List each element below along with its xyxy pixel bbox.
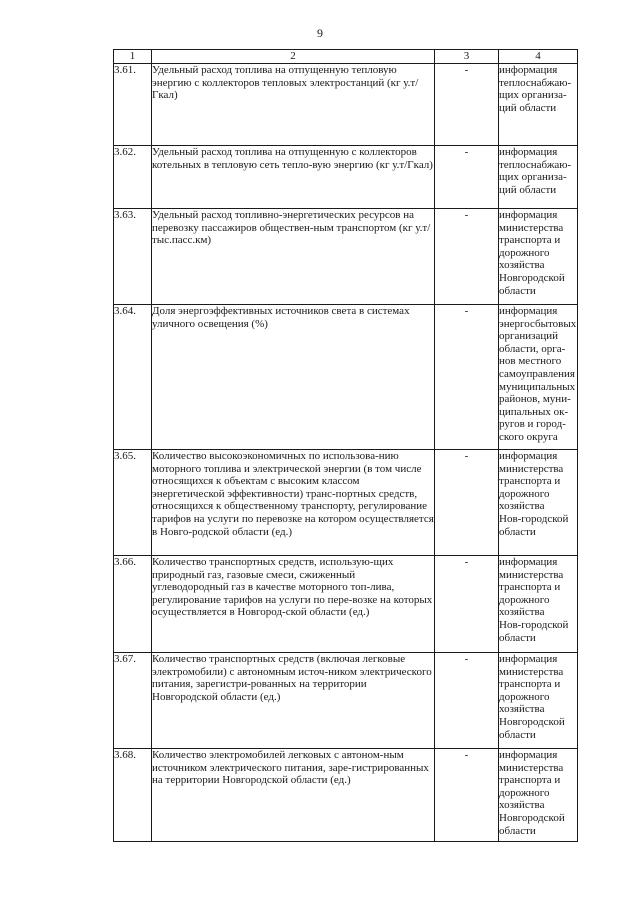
data-source [499, 653, 578, 749]
indicator-value: - [435, 556, 499, 653]
table-row [114, 209, 578, 305]
data-source [499, 749, 578, 842]
indicator-value: - [435, 146, 499, 209]
row-number: 3.67. [114, 653, 152, 749]
indicator-name: Удельный расход топливно-энергетических ресурсов на перевозку пассажиров обществен-ным транспортом (кг у.т/тыс.пасс.км) [152, 209, 435, 305]
table-row [114, 146, 578, 209]
row-number: 3.66. [114, 556, 152, 653]
indicator-value: - [435, 749, 499, 842]
indicator-name: Удельный расход топлива на отпущенную с коллекторов котельных в тепловую сеть тепло-вую энергию (кг у.т/Гкал) [152, 146, 435, 209]
table-row [114, 653, 578, 749]
table-body [114, 64, 578, 842]
data-source-text: информация теплоснабжаю-щих организа-ций области [499, 146, 572, 196]
indicator-name: Количество транспортных средств, использую-щих природный газ, газовые смеси, сжиженный углеводородный газ в качестве моторного топ-лива, регулирование тарифов на услуги по пере-возке на которых осуществляется в Новгород-ской области (ед.) [152, 556, 435, 653]
data-source-text: информация министерства транспорта и дорожного хозяйства Нов-городской области [499, 556, 569, 644]
indicator-value: - [435, 653, 499, 749]
indicator-value: - [435, 209, 499, 305]
data-source [499, 146, 578, 209]
data-source-text: информация министерства транспорта и дорожного хозяйства Новгородской области [499, 653, 565, 741]
column-3-header: 3 [435, 50, 499, 64]
data-source-text: информация министерства транспорта и дорожного хозяйства Новгородской области [499, 749, 565, 837]
row-number: 3.62. [114, 146, 152, 209]
data-source [499, 209, 578, 305]
data-source [499, 556, 578, 653]
data-source [499, 64, 578, 146]
column-number-row [114, 50, 578, 64]
indicator-name: Удельный расход топлива на отпущенную тепловую энергию с коллекторов тепловых электростанций (кг у.т/Гкал) [152, 64, 435, 146]
row-number: 3.64. [114, 305, 152, 450]
table-row [114, 305, 578, 450]
data-source [499, 450, 578, 556]
data-source-text: информация министерства транспорта и дорожного хозяйства Нов-городской области [499, 450, 569, 538]
row-number: 3.68. [114, 749, 152, 842]
table-row [114, 556, 578, 653]
row-number: 3.65. [114, 450, 152, 556]
indicator-value: - [435, 64, 499, 146]
table-row [114, 64, 578, 146]
table-header [114, 50, 578, 64]
indicator-name: Количество электромобилей легковых с автоном-ным источником электрического питания, заре-гистрированных на территории Новгородской области (ед.) [152, 749, 435, 842]
indicator-value: - [435, 450, 499, 556]
table-row [114, 749, 578, 842]
page-number: 9 [317, 26, 323, 40]
indicator-name: Доля энергоэффективных источников света в системах уличного освещения (%) [152, 305, 435, 450]
data-source-text: информация энергосбытовых организаций области, орга-нов местного самоуправления муниципальных районов, муни-ципальных ок-ругов и город-ского округа [499, 305, 577, 443]
row-number: 3.63. [114, 209, 152, 305]
indicator-name: Количество транспортных средств (включая легковые электромобили) с автономным источ-ником электрического питания, зарегистри-рованных на территории Новгородской области (ед.) [152, 653, 435, 749]
indicators-table [113, 49, 578, 842]
data-source [499, 305, 578, 450]
column-1-header: 1 [114, 50, 152, 64]
indicator-name: Количество высокоэкономичных по использова-нию моторного топлива и электрической энергии (в том числе относящихся к объектам с высоким классом энергетической эффективности) транс-портных средств, относящихся к общественному транспорту, регулирование тарифов на услуги по перевозке на котором осуществляется в Новго-родской области (ед.) [152, 450, 435, 556]
column-4-header: 4 [499, 50, 578, 64]
column-2-header: 2 [152, 50, 435, 64]
data-source-text: информация теплоснабжаю-щих организа-ций области [499, 64, 572, 114]
table-row [114, 450, 578, 556]
row-number: 3.61. [114, 64, 152, 146]
indicator-value: - [435, 305, 499, 450]
data-source-text: информация министерства транспорта и дорожного хозяйства Новгородской области [499, 209, 565, 297]
